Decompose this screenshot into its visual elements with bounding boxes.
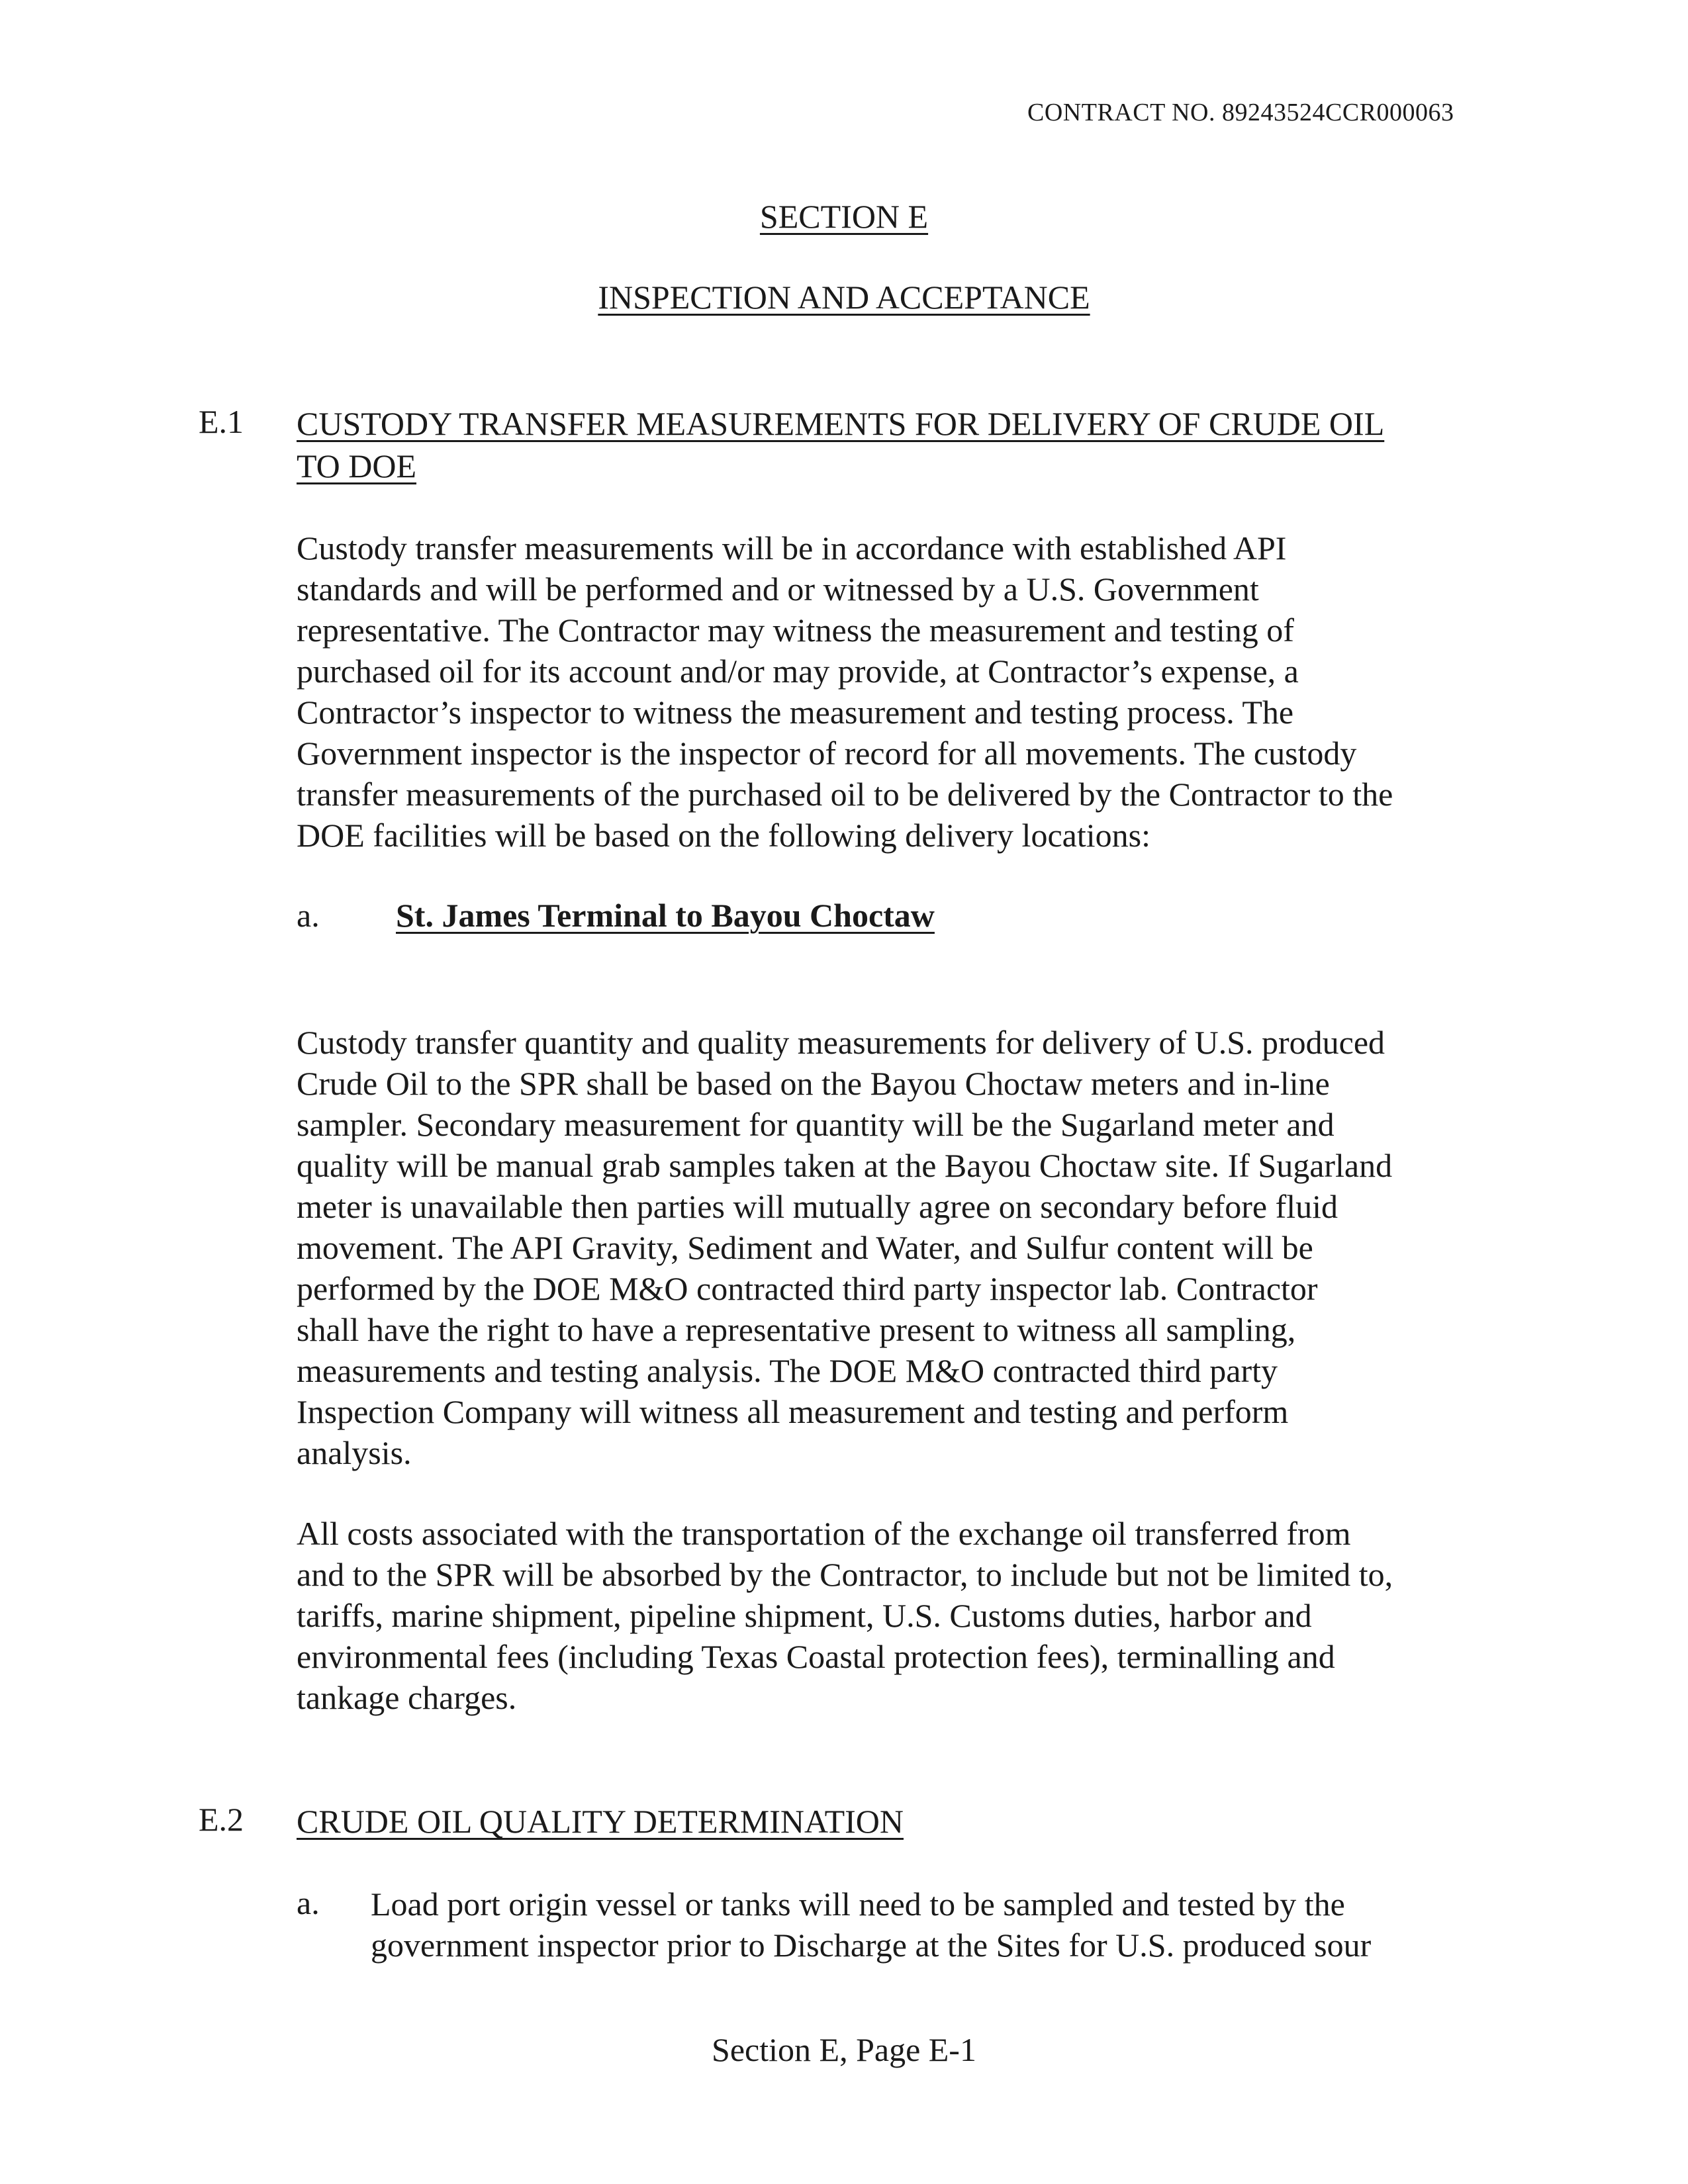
e2-number: E.2 — [199, 1801, 244, 1838]
e1-number: E.1 — [199, 403, 244, 440]
paragraph-line: government inspector prior to Discharge at the Sites for U.S. produced sour — [371, 1927, 1372, 1964]
e1-heading-line: CUSTODY TRANSFER MEASUREMENTS FOR DELIVERY OF CRUDE OIL — [297, 405, 1385, 442]
paragraph-line: sampler. Secondary measurement for quantity will be the Sugarland meter and — [297, 1106, 1335, 1143]
paragraph-line: environmental fees (including Texas Coastal protection fees), terminalling and — [297, 1638, 1335, 1675]
e1-paragraph-3 — [297, 1513, 1495, 1718]
paragraph-line: standards and will be performed and or witnessed by a U.S. Government — [297, 570, 1259, 608]
paragraph-line: Custody transfer quantity and quality measurements for delivery of U.S. produced — [297, 1024, 1385, 1061]
e2-item-a-letter: a. — [297, 1884, 320, 1921]
e1-item-a-title-text: St. James Terminal to Bayou Choctaw — [396, 897, 935, 934]
page-footer: Section E, Page E-1 — [712, 2031, 976, 2068]
paragraph-line: Contractor’s inspector to witness the measurement and testing process. The — [297, 694, 1294, 731]
e1-paragraph-2 — [297, 1022, 1495, 1473]
e1-heading — [297, 402, 1384, 487]
paragraph-line: movement. The API Gravity, Sediment and Water, and Sulfur content will be — [297, 1229, 1313, 1266]
paragraph-line: tariffs, marine shipment, pipeline shipment, U.S. Customs duties, harbor and — [297, 1597, 1312, 1634]
section-title — [0, 197, 1688, 236]
paragraph-line: and to the SPR will be absorbed by the Contractor, to include but not be limited to, — [297, 1556, 1393, 1593]
paragraph-line: performed by the DOE M&O contracted third party inspector lab. Contractor — [297, 1270, 1318, 1307]
section-subtitle-text: INSPECTION AND ACCEPTANCE — [598, 279, 1090, 316]
paragraph-line: Load port origin vessel or tanks will need to be sampled and tested by the — [371, 1886, 1345, 1923]
e1-heading-line: TO DOE — [297, 447, 417, 484]
paragraph-line: Custody transfer measurements will be in accordance with established API — [297, 529, 1287, 567]
paragraph-line: transfer measurements of the purchased oil to be delivered by the Contractor to the — [297, 776, 1393, 813]
paragraph-line: All costs associated with the transportation of the exchange oil transferred from — [297, 1515, 1351, 1552]
section-subtitle — [0, 278, 1688, 316]
e1-paragraph-1 — [297, 527, 1495, 856]
paragraph-line: representative. The Contractor may witness the measurement and testing of — [297, 612, 1294, 649]
e1-item-a-title — [396, 896, 935, 934]
paragraph-line: measurements and testing analysis. The DOE M&O contracted third party — [297, 1352, 1278, 1389]
e2-heading — [297, 1800, 904, 1843]
contract-number: CONTRACT NO. 89243524CCR000063 — [1027, 99, 1454, 126]
paragraph-line: quality will be manual grab samples taken at the Bayou Choctaw site. If Sugarland — [297, 1147, 1393, 1184]
paragraph-line: shall have the right to have a representative present to witness all sampling, — [297, 1311, 1296, 1348]
e1-item-a-letter: a. — [297, 897, 320, 934]
e2-heading-text: CRUDE OIL QUALITY DETERMINATION — [297, 1803, 904, 1840]
paragraph-line: DOE facilities will be based on the following delivery locations: — [297, 817, 1150, 854]
paragraph-line: purchased oil for its account and/or may provide, at Contractor’s expense, a — [297, 653, 1299, 690]
paragraph-line: analysis. — [297, 1434, 412, 1471]
paragraph-line: tankage charges. — [297, 1679, 517, 1716]
paragraph-line: Government inspector is the inspector of record for all movements. The custody — [297, 735, 1357, 772]
paragraph-line: meter is unavailable then parties will mutually agree on secondary before fluid — [297, 1188, 1338, 1225]
paragraph-line: Inspection Company will witness all measurement and testing and perform — [297, 1393, 1289, 1430]
section-title-text: SECTION E — [759, 198, 929, 235]
e2-item-a-text — [371, 1884, 1496, 1966]
paragraph-line: Crude Oil to the SPR shall be based on the Bayou Choctaw meters and in-line — [297, 1065, 1330, 1102]
